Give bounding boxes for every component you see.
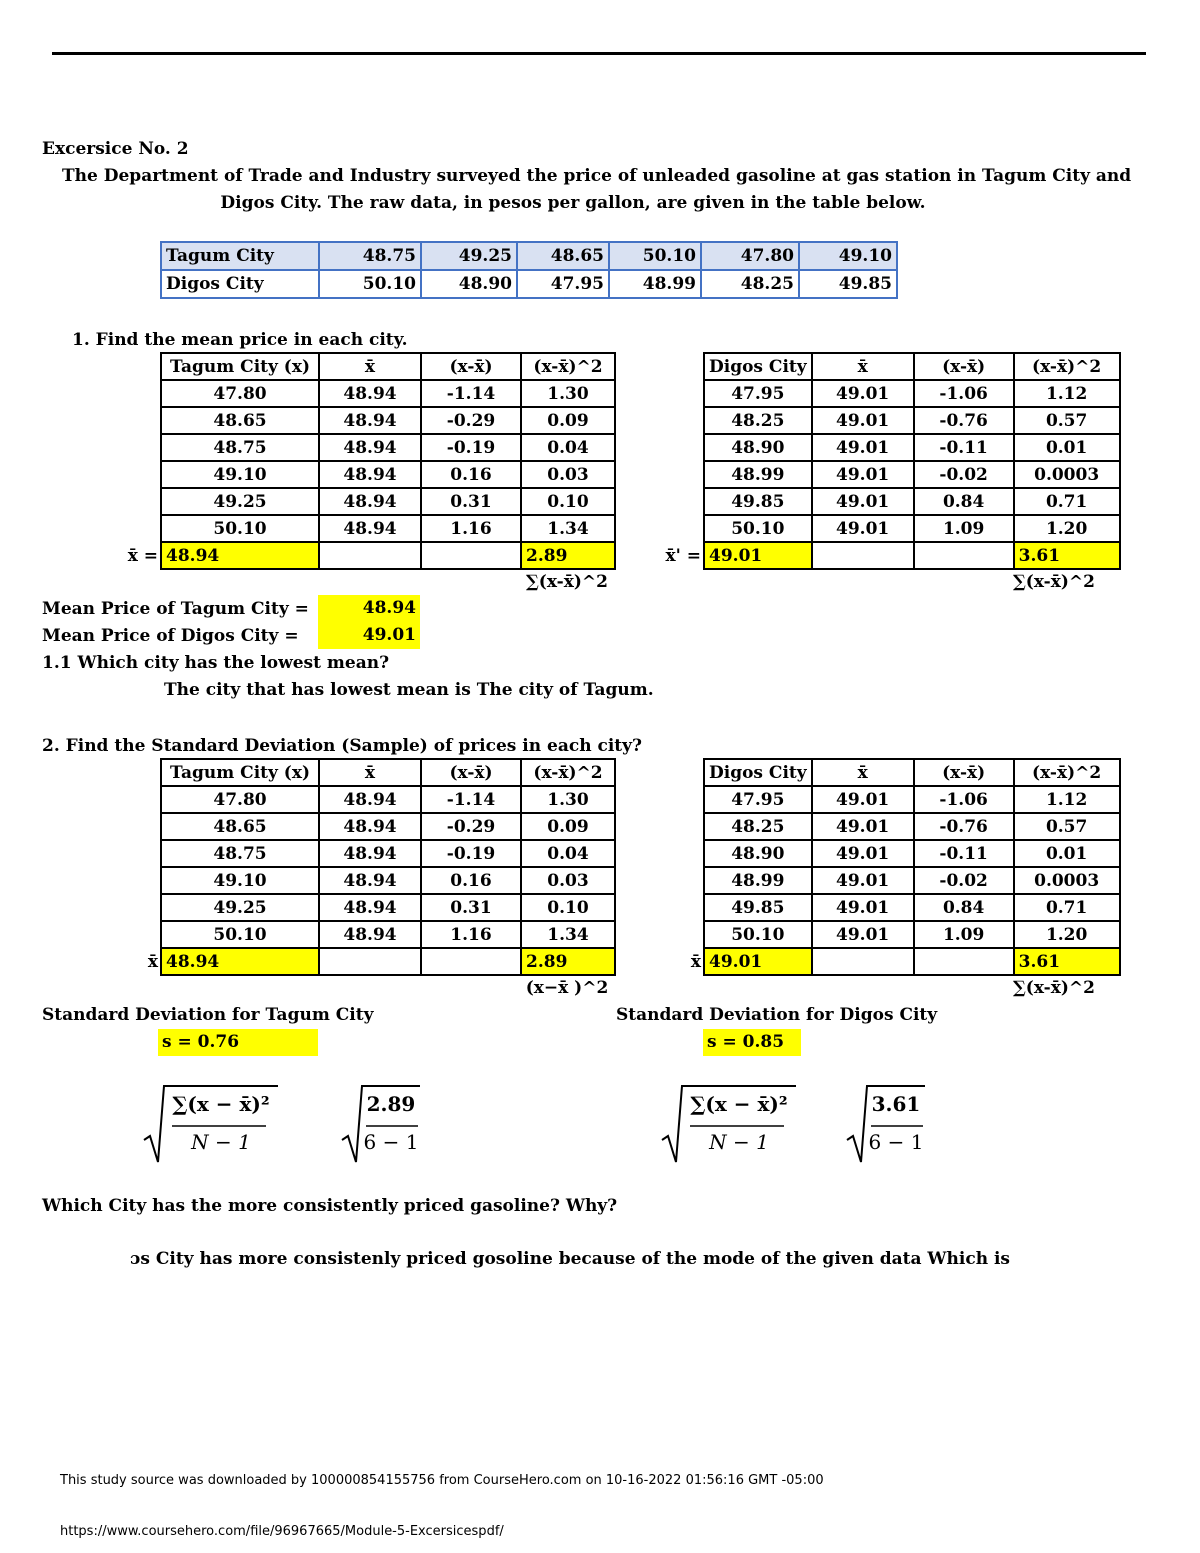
table-cell: -0.76: [914, 813, 1014, 840]
sum-label: ∑(x-x̄)^2: [1013, 978, 1095, 998]
table-cell: 49.01: [812, 867, 914, 894]
table-header-row: [704, 759, 1120, 786]
table-row: [161, 867, 615, 894]
digos-calc-table: [703, 758, 1121, 976]
table-cell: 1.09: [914, 515, 1014, 542]
empty-cell: [914, 542, 1014, 569]
table-cell: 49.01: [812, 434, 914, 461]
raw-cell: 48.25: [701, 270, 799, 298]
mean-label: x̄ =: [127, 546, 158, 566]
digos-calc-table: [703, 352, 1121, 570]
table-row: [704, 867, 1120, 894]
table-cell: 1.34: [521, 921, 615, 948]
table-cell: -0.76: [914, 407, 1014, 434]
table-cell: 1.30: [521, 380, 615, 407]
table-cell: 0.57: [1014, 813, 1120, 840]
table-cell: 0.01: [1014, 434, 1120, 461]
raw-cell: 48.75: [319, 242, 421, 270]
empty-cell: [914, 948, 1014, 975]
column-header: x̄: [812, 353, 914, 380]
footer-source-line: This study source was downloaded by 100000854155756 from CourseHero.com on 10-16-2022 01:56:16 GMT -05:00: [60, 1473, 824, 1488]
formula-denominator: N − 1: [191, 1130, 251, 1154]
table-cell: 0.03: [521, 461, 615, 488]
table-cell: 48.25: [704, 407, 812, 434]
table-row: [161, 921, 615, 948]
table-cell: 48.94: [319, 840, 421, 867]
table-row: [704, 921, 1120, 948]
table-row: [161, 461, 615, 488]
table-cell: 0.71: [1014, 488, 1120, 515]
table-cell: -0.19: [421, 840, 521, 867]
mean-row: [161, 542, 615, 569]
table-cell: -0.19: [421, 434, 521, 461]
raw-label: Tagum City: [161, 242, 319, 270]
column-header: Tagum City (x): [161, 759, 319, 786]
column-header: Tagum City (x): [161, 353, 319, 380]
sd-formula-general-tagum: [140, 1078, 280, 1170]
sum-value: 2.89: [521, 948, 615, 975]
table-cell: 1.20: [1014, 921, 1120, 948]
sd-formula-general-digos: [658, 1078, 798, 1170]
table-row: [704, 488, 1120, 515]
table-cell: 48.99: [704, 461, 812, 488]
q3-question: Which City has the more consistently priced gasoline? Why?: [42, 1196, 618, 1216]
table-cell: 48.94: [319, 488, 421, 515]
table-cell: 49.01: [812, 894, 914, 921]
intro-line-2: Digos City. The raw data, in pesos per gallon, are given in the table below.: [220, 193, 926, 213]
column-header: (x-x̄): [914, 353, 1014, 380]
table-cell: 48.94: [319, 813, 421, 840]
table-cell: 50.10: [161, 515, 319, 542]
table-cell: -1.06: [914, 380, 1014, 407]
table-row: [704, 380, 1120, 407]
column-header: (x-x̄): [421, 759, 521, 786]
table-cell: 47.80: [161, 786, 319, 813]
table-cell: 49.01: [812, 488, 914, 515]
table-cell: 49.01: [812, 380, 914, 407]
table-cell: 1.30: [521, 786, 615, 813]
mean-value: 49.01: [704, 542, 812, 569]
digos-numerator: 3.61: [871, 1092, 921, 1116]
table-cell: 47.95: [704, 786, 812, 813]
table-cell: 48.25: [704, 813, 812, 840]
empty-cell: [421, 542, 521, 569]
table-cell: 48.94: [319, 434, 421, 461]
table-row: [161, 515, 615, 542]
raw-cell: 50.10: [319, 270, 421, 298]
table-header-row: [704, 353, 1120, 380]
table-cell: 48.75: [161, 434, 319, 461]
raw-cell: 49.10: [799, 242, 897, 270]
digos-denominator: 6 − 1: [868, 1130, 924, 1154]
empty-cell: [319, 542, 421, 569]
table-cell: 48.94: [319, 867, 421, 894]
column-header: Digos City: [704, 759, 812, 786]
table-cell: 48.99: [704, 867, 812, 894]
empty-cell: [812, 948, 914, 975]
table-cell: 47.80: [161, 380, 319, 407]
q1-heading: 1. Find the mean price in each city.: [72, 330, 408, 350]
column-header: (x-x̄)^2: [1014, 759, 1120, 786]
table-row: [704, 840, 1120, 867]
table-cell: 48.94: [319, 921, 421, 948]
table-cell: 0.0003: [1014, 461, 1120, 488]
sum-value: 3.61: [1014, 948, 1120, 975]
table-cell: 48.65: [161, 813, 319, 840]
table-cell: 48.94: [319, 515, 421, 542]
column-header: (x-x̄)^2: [521, 759, 615, 786]
mean-value: 48.94: [161, 542, 319, 569]
table-cell: 0.57: [1014, 407, 1120, 434]
table-header-row: [161, 759, 615, 786]
table-cell: -1.14: [421, 380, 521, 407]
table-row: [161, 813, 615, 840]
mean-row: [704, 542, 1120, 569]
table-row: [704, 813, 1120, 840]
raw-cell: 48.65: [517, 242, 609, 270]
table-cell: 0.31: [421, 488, 521, 515]
mean-tagum-value: 48.94: [318, 595, 420, 622]
q3-answer: ɔs City has more consistenly priced gosoline because of the mode of the given data Which is: [130, 1249, 1010, 1269]
table-cell: 49.25: [161, 894, 319, 921]
sum-label: ∑(x-x̄)^2: [1013, 572, 1095, 592]
table-row: [704, 515, 1120, 542]
table-cell: -0.29: [421, 407, 521, 434]
mean-row: [161, 948, 615, 975]
table-cell: 49.85: [704, 894, 812, 921]
intro-line-1: The Department of Trade and Industry surveyed the price of unleaded gasoline at gas station in Tagum City and: [62, 166, 1132, 186]
table-row: [704, 434, 1120, 461]
table-row: [161, 840, 615, 867]
column-header: (x-x̄): [421, 353, 521, 380]
raw-cell: 49.25: [421, 242, 517, 270]
table-cell: 49.01: [812, 786, 914, 813]
table-row: [161, 407, 615, 434]
table-cell: 48.75: [161, 840, 319, 867]
empty-cell: [421, 948, 521, 975]
raw-cell: 47.95: [517, 270, 609, 298]
mean-label: x̄: [690, 952, 701, 972]
table-cell: 1.16: [421, 921, 521, 948]
table-header-row: [161, 353, 615, 380]
table-cell: 49.01: [812, 840, 914, 867]
raw-row-tagum: [161, 242, 897, 270]
table-cell: 0.10: [521, 488, 615, 515]
table-row: [161, 786, 615, 813]
q2-heading: 2. Find the Standard Deviation (Sample) of prices in each city?: [42, 736, 642, 756]
table-cell: 49.01: [812, 461, 914, 488]
table-cell: 1.09: [914, 921, 1014, 948]
table-cell: -0.29: [421, 813, 521, 840]
sum-value: 2.89: [521, 542, 615, 569]
table-cell: 49.10: [161, 867, 319, 894]
table-row: [704, 786, 1120, 813]
formula-numerator: ∑(x − x̄)²: [172, 1092, 270, 1116]
raw-cell: 47.80: [701, 242, 799, 270]
table-cell: 50.10: [704, 921, 812, 948]
table-cell: 1.20: [1014, 515, 1120, 542]
column-header: (x-x̄)^2: [1014, 353, 1120, 380]
table-cell: 0.09: [521, 407, 615, 434]
tagum-calc-table: [160, 758, 616, 976]
table-cell: 0.84: [914, 894, 1014, 921]
table-cell: 49.01: [812, 813, 914, 840]
sum-label: ∑(x-x̄)^2: [526, 572, 608, 592]
column-header: x̄: [319, 759, 421, 786]
table-cell: 49.10: [161, 461, 319, 488]
mean-digos-value: 49.01: [318, 622, 420, 649]
tagum-denominator: 6 − 1: [363, 1130, 419, 1154]
table-cell: 0.10: [521, 894, 615, 921]
table-cell: 49.01: [812, 515, 914, 542]
sum-label: (x−x̄ )^2: [525, 978, 609, 998]
table-cell: -0.02: [914, 867, 1014, 894]
table-cell: 48.94: [319, 461, 421, 488]
table-cell: 0.04: [521, 840, 615, 867]
sum-value: 3.61: [1014, 542, 1120, 569]
table-cell: 49.01: [812, 921, 914, 948]
table-cell: 0.31: [421, 894, 521, 921]
sd-digos-value: s = 0.85: [703, 1029, 801, 1056]
mean-label: x̄: [147, 952, 158, 972]
table-cell: 1.34: [521, 515, 615, 542]
table-cell: 48.90: [704, 434, 812, 461]
column-header: (x-x̄): [914, 759, 1014, 786]
sd-tagum-value: s = 0.76: [158, 1029, 318, 1056]
column-header: x̄: [319, 353, 421, 380]
raw-label: Digos City: [161, 270, 319, 298]
raw-cell: 49.85: [799, 270, 897, 298]
mean-digos-label: Mean Price of Digos City =: [42, 626, 299, 646]
q1-sub-answer: The city that has lowest mean is The city of Tagum.: [164, 680, 654, 700]
table-cell: 0.03: [521, 867, 615, 894]
empty-cell: [319, 948, 421, 975]
table-cell: 0.01: [1014, 840, 1120, 867]
mean-value: 49.01: [704, 948, 812, 975]
sd-formula-tagum: [338, 1078, 422, 1170]
table-cell: 0.84: [914, 488, 1014, 515]
raw-row-digos: [161, 270, 897, 298]
table-row: [704, 461, 1120, 488]
table-cell: 49.25: [161, 488, 319, 515]
column-header: x̄: [812, 759, 914, 786]
table-row: [161, 894, 615, 921]
exercise-title: Excersice No. 2: [42, 139, 189, 159]
table-cell: 1.12: [1014, 786, 1120, 813]
table-cell: 48.94: [319, 380, 421, 407]
empty-cell: [812, 542, 914, 569]
mean-value: 48.94: [161, 948, 319, 975]
table-cell: 0.09: [521, 813, 615, 840]
mean-row: [704, 948, 1120, 975]
table-cell: 48.65: [161, 407, 319, 434]
table-cell: -0.11: [914, 434, 1014, 461]
q1-sub-question: 1.1 Which city has the lowest mean?: [42, 653, 390, 673]
table-cell: 49.85: [704, 488, 812, 515]
table-cell: 0.16: [421, 461, 521, 488]
raw-cell: 48.99: [609, 270, 701, 298]
table-cell: 50.10: [161, 921, 319, 948]
top-rule: [52, 52, 1146, 55]
table-cell: -1.14: [421, 786, 521, 813]
footer-url-link[interactable]: https://www.coursehero.com/file/96967665/Module-5-Excersicespdf/: [60, 1524, 504, 1539]
raw-cell: 50.10: [609, 242, 701, 270]
sd-digos-label: Standard Deviation for Digos City: [616, 1005, 938, 1025]
table-row: [704, 407, 1120, 434]
mean-tagum-label: Mean Price of Tagum City =: [42, 599, 309, 619]
mean-label: x̄' =: [665, 546, 701, 566]
table-cell: -0.11: [914, 840, 1014, 867]
table-cell: 0.71: [1014, 894, 1120, 921]
table-cell: 0.04: [521, 434, 615, 461]
formula-numerator: ∑(x − x̄)²: [690, 1092, 788, 1116]
tagum-numerator: 2.89: [366, 1092, 416, 1116]
table-cell: 49.01: [812, 407, 914, 434]
table-cell: 48.94: [319, 786, 421, 813]
table-cell: 0.16: [421, 867, 521, 894]
raw-data-table: [160, 241, 898, 299]
table-cell: 48.94: [319, 894, 421, 921]
table-cell: 47.95: [704, 380, 812, 407]
table-cell: 48.90: [704, 840, 812, 867]
column-header: (x-x̄)^2: [521, 353, 615, 380]
table-cell: -1.06: [914, 786, 1014, 813]
table-row: [161, 488, 615, 515]
table-cell: 0.0003: [1014, 867, 1120, 894]
table-row: [161, 380, 615, 407]
table-row: [704, 894, 1120, 921]
table-cell: 1.16: [421, 515, 521, 542]
raw-cell: 48.90: [421, 270, 517, 298]
column-header: Digos City: [704, 353, 812, 380]
formula-denominator: N − 1: [709, 1130, 769, 1154]
table-cell: 1.12: [1014, 380, 1120, 407]
table-cell: 48.94: [319, 407, 421, 434]
table-cell: 50.10: [704, 515, 812, 542]
sd-tagum-label: Standard Deviation for Tagum City: [42, 1005, 374, 1025]
table-cell: -0.02: [914, 461, 1014, 488]
tagum-calc-table: [160, 352, 616, 570]
table-row: [161, 434, 615, 461]
sd-formula-digos: [843, 1078, 927, 1170]
